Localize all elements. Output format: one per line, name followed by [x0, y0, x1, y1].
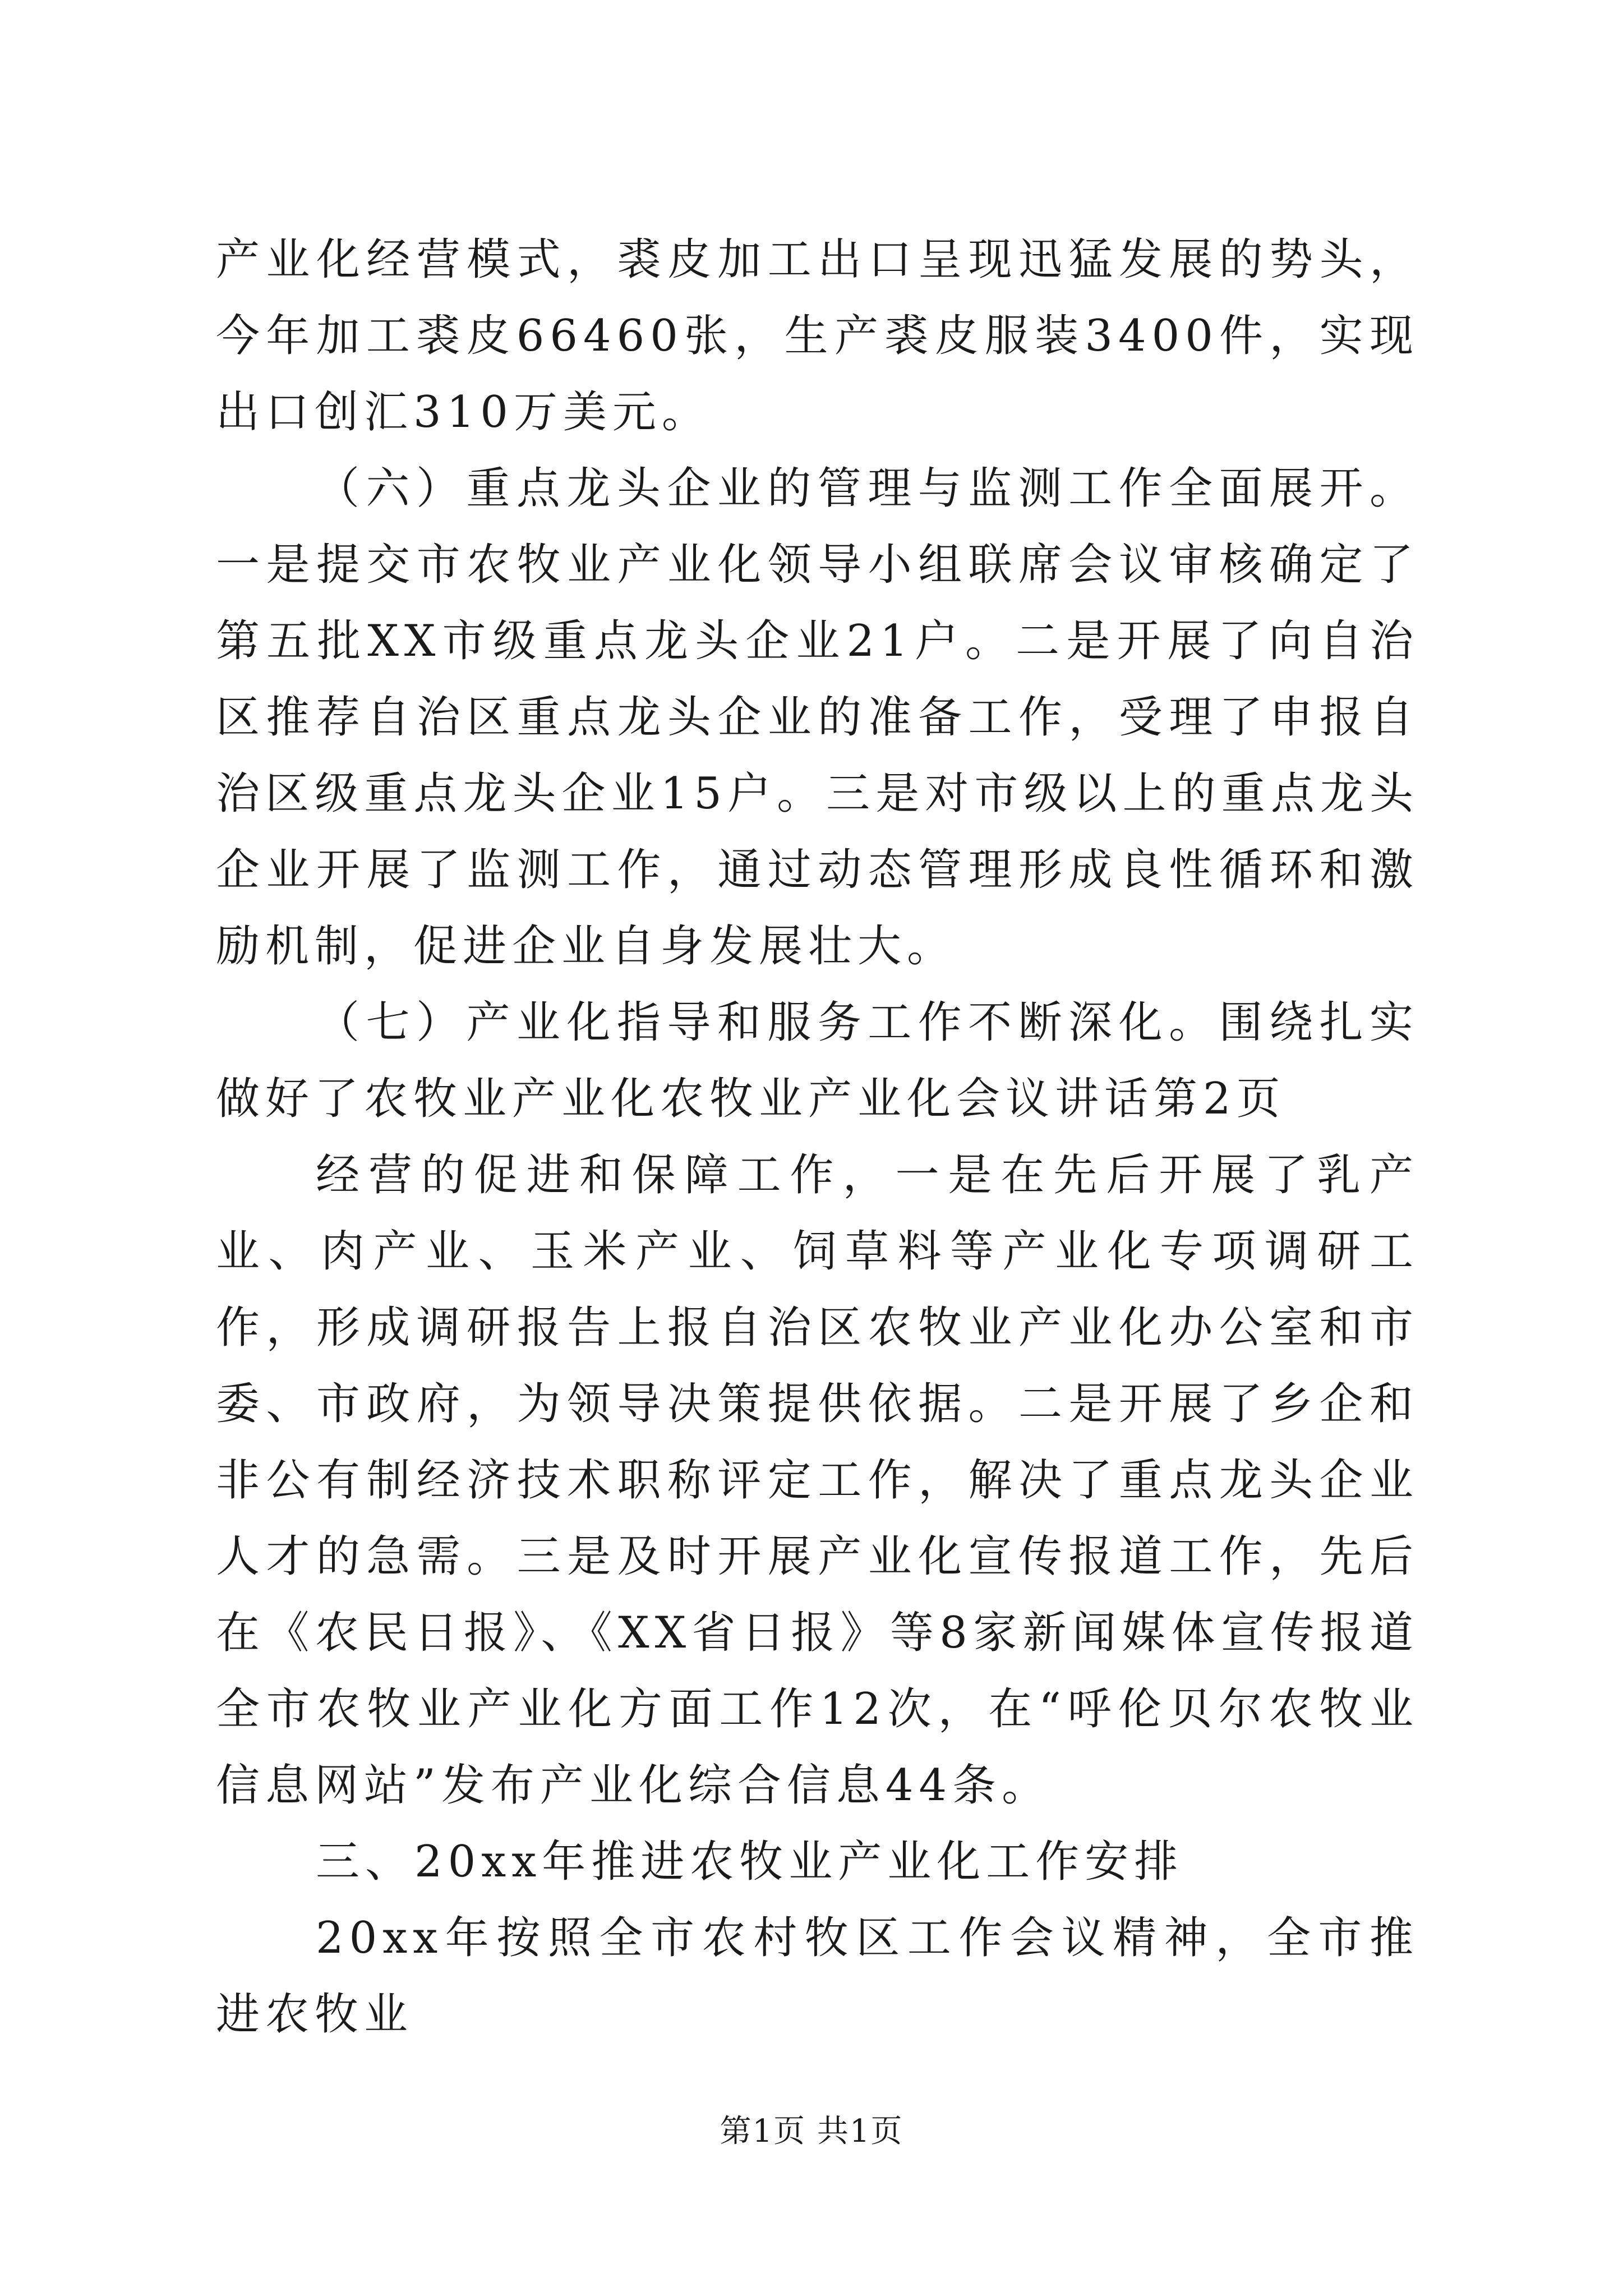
paragraph-1: 产业化经营模式，裘皮加工出口呈现迅猛发展的势头，今年加工裘皮66460张，生产裘皮服装3400件，实现出口创汇310万美元。: [216, 234, 1419, 438]
page-footer: 第1页 共1页: [720, 2113, 903, 2150]
document-body: [216, 222, 1419, 2053]
paragraph-2: （六）重点龙头企业的管理与监测工作全面展开。一是提交市农牧业产业化领导小组联席会议审核确定了第五批XX市级重点龙头企业21户。二是开展了向自治区推荐自治区重点龙头企业的准备工作，受理了申报自治区级重点龙头企业15户。三是对市级以上的重点龙头企业开展了监测工作，通过动态管理形成良性循环和激励机制，促进企业自身发展壮大。: [216, 463, 1419, 972]
section-heading: 三、20xx年推进农牧业产业化工作安排: [316, 1837, 1184, 1887]
paragraph-5: 20xx年按照全市农村牧区工作会议精神，全市推进农牧业: [216, 1913, 1419, 2040]
paragraph-3: （七）产业化指导和服务工作不断深化。围绕扎实做好了农牧业产业化农牧业产业化会议讲话第2页: [216, 997, 1419, 1124]
paragraph-4: 经营的促进和保障工作，一是在先后开展了乳产业、肉产业、玉米产业、饲草料等产业化专项调研工作，形成调研报告上报自治区农牧业产业化办公室和市委、市政府，为领导决策提供依据。二是开展了乡企和非公有制经济技术职称评定工作，解决了重点龙头企业人才的急需。三是及时开展产业化宣传报道工作，先后在《农民日报》、《XX省日报》等8家新闻媒体宣传报道全市农牧业产业化方面工作12次，在“呼伦贝尔农牧业信息网站”发布产业化综合信息44条。: [216, 1150, 1419, 1811]
